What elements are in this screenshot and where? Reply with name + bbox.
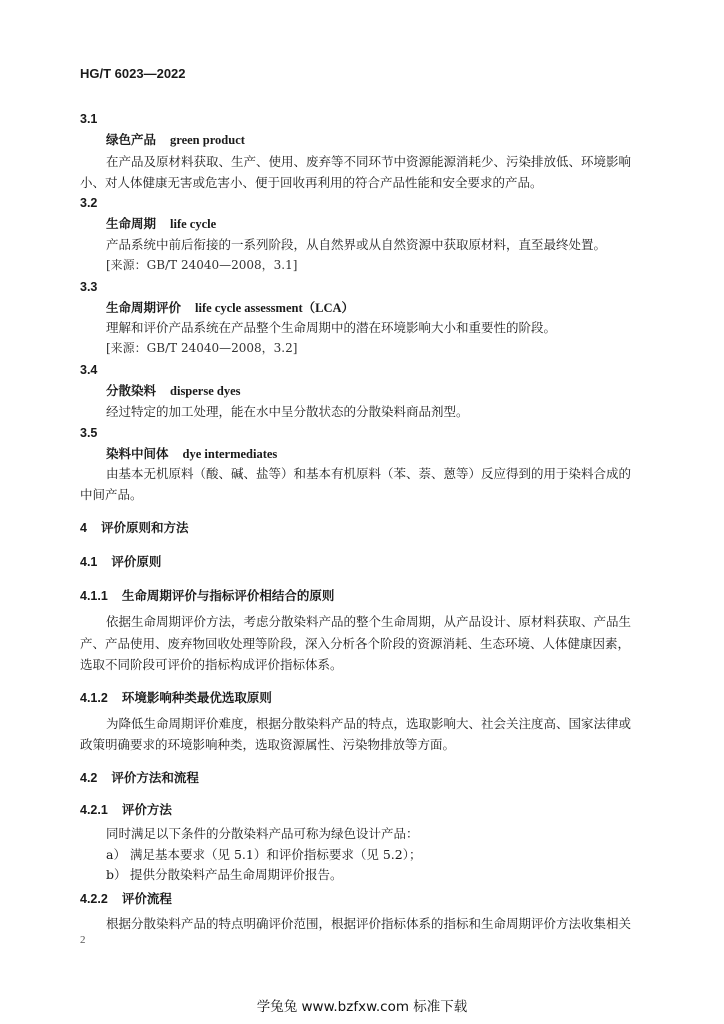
term-title: [106, 444, 277, 462]
list-item: [106, 865, 343, 883]
section-heading: [80, 800, 172, 818]
term-number: 3.5: [80, 426, 98, 440]
term-zh: 生命周期评价: [106, 300, 182, 315]
paragraph-line: 依据生命周期评价方法，考虑分散染料产品的整个生命周期，从产品设计、原材料获取、产品生: [106, 614, 632, 629]
list-label: b）: [106, 867, 127, 882]
term-source: [来源：GB/T 24040—2008，3.2]: [106, 341, 298, 355]
term-definition: 小、对人体健康无害或危害小、便于回收再利用的符合产品性能和安全要求的产品。: [80, 175, 543, 190]
list-item: [106, 845, 421, 863]
term-number: 3.2: [80, 196, 98, 210]
term-title: [106, 298, 354, 316]
term-number: 3.3: [80, 280, 98, 294]
term-zh: 生命周期: [106, 216, 157, 231]
term-title: [106, 130, 245, 148]
section-number: 4.2: [80, 771, 98, 785]
term-zh: 分散染料: [106, 383, 157, 398]
section-heading: [80, 518, 188, 536]
paragraph-line: 选取不同阶段可评价的指标构成评价指标体系。: [80, 657, 343, 672]
section-number: 4.1.1: [80, 589, 108, 603]
term-zh: 绿色产品: [106, 132, 157, 147]
term-title: [106, 214, 216, 232]
section-title: 评价原则: [111, 554, 162, 569]
term-source: [来源：GB/T 24040—2008，3.1]: [106, 258, 298, 272]
paragraph-line: 产、产品使用、废弃物回收处理等阶段，深入分析各个阶段的资源消耗、生态环境、人体健康因素，: [80, 636, 631, 651]
term-en: life cycle: [170, 217, 217, 231]
term-zh: 染料中间体: [106, 446, 169, 461]
section-heading: [80, 586, 334, 604]
section-title: 评价方法: [121, 802, 172, 817]
paragraph-line: 同时满足以下条件的分散染料产品可称为绿色设计产品：: [106, 826, 419, 841]
watermark-footer: 学兔兔 www.bzfxw.com 标准下载: [256, 999, 468, 1015]
section-heading: [80, 688, 272, 706]
list-text: 满足基本要求（见 5.1）和评价指标要求（见 5.2）；: [130, 847, 422, 862]
term-definition: 理解和评价产品系统在产品整个生命周期中的潜在环境影响大小和重要性的阶段。: [106, 320, 557, 335]
paragraph-line: 政策明确要求的环境影响种类，选取资源属性、污染物排放等方面。: [80, 737, 456, 752]
section-title: 评价流程: [121, 891, 172, 906]
term-title: [106, 381, 241, 399]
term-en: life cycle assessment（LCA）: [195, 301, 355, 315]
section-number: 4: [80, 521, 87, 535]
section-title: 评价方法和流程: [111, 770, 199, 785]
section-number: 4.1.2: [80, 691, 108, 705]
term-definition: 中间产品。: [80, 487, 143, 502]
term-definition: 经过特定的加工处理，能在水中呈分散状态的分散染料商品剂型。: [106, 404, 469, 419]
term-number: 3.4: [80, 363, 98, 377]
section-number: 4.1: [80, 555, 98, 569]
term-definition: 在产品及原材料获取、生产、使用、废弃等不同环节中资源能源消耗少、污染排放低、环境影响: [106, 154, 632, 169]
term-definition: 由基本无机原料（酸、碱、盐等）和基本有机原料（苯、萘、蒽等）反应得到的用于染料合成的: [106, 466, 632, 481]
section-heading: [80, 889, 172, 907]
standard-code: HG/T 6023—2022: [80, 66, 186, 81]
list-text: 提供分散染料产品生命周期评价报告。: [130, 867, 343, 882]
section-heading: [80, 768, 199, 786]
term-definition: 产品系统中前后衔接的一系列阶段，从自然界或从自然资源中获取原材料，直至最终处置。: [106, 237, 607, 252]
section-title: 环境影响种类最优选取原则: [121, 690, 272, 705]
term-en: green product: [170, 133, 245, 147]
list-label: a）: [106, 847, 126, 862]
paragraph-line: 根据分散染料产品的特点明确评价范围，根据评价指标体系的指标和生命周期评价方法收集相关: [106, 916, 632, 931]
page-number: 2: [80, 934, 86, 946]
section-title: 评价原则和方法: [100, 520, 189, 535]
section-number: 4.2.2: [80, 892, 108, 906]
term-en: dye intermediates: [182, 447, 278, 461]
section-heading: [80, 552, 161, 570]
section-title: 生命周期评价与指标评价相结合的原则: [121, 588, 335, 603]
paragraph-line: 为降低生命周期评价难度，根据分散染料产品的特点，选取影响大、社会关注度高、国家法律或: [106, 716, 632, 731]
section-number: 4.2.1: [80, 803, 108, 817]
term-en: disperse dyes: [170, 384, 241, 398]
term-number: 3.1: [80, 112, 98, 126]
